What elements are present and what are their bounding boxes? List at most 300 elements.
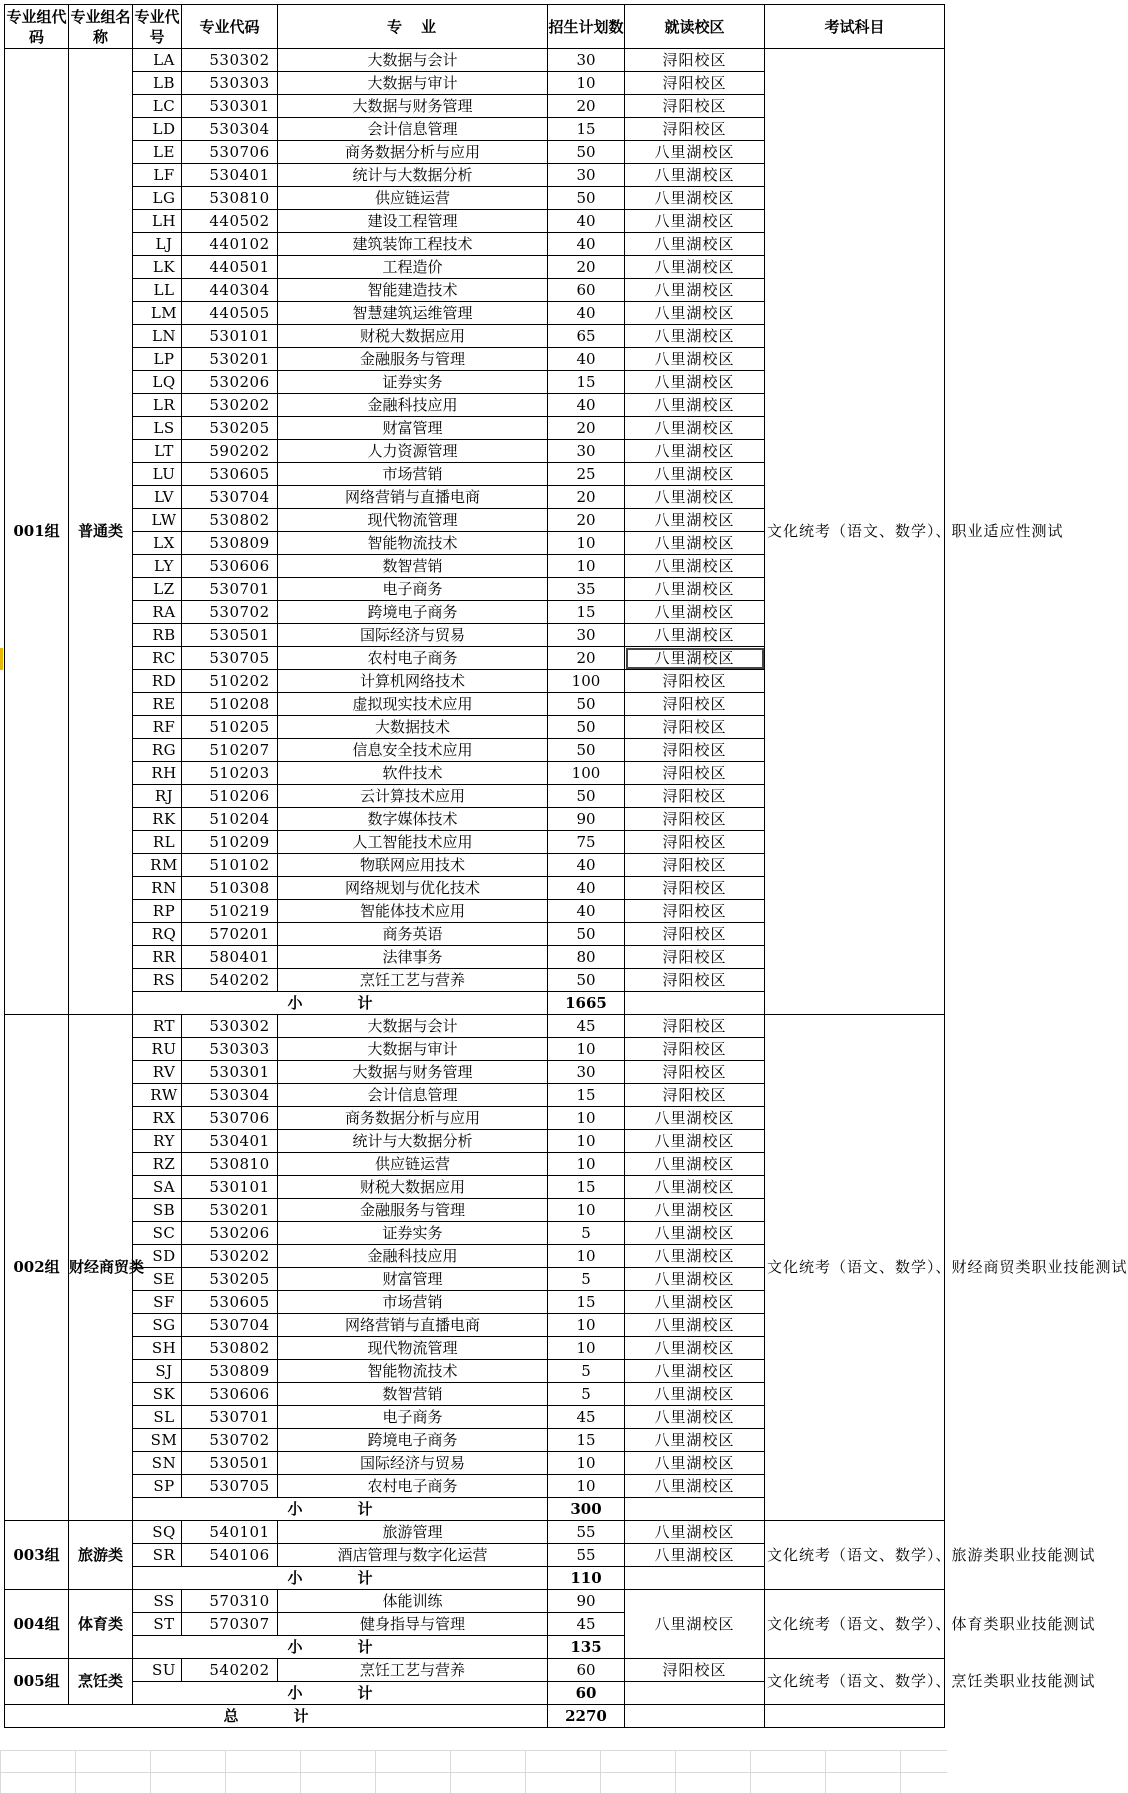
major-id-cell[interactable]: SP [133,1475,182,1498]
major-name-cell[interactable]: 农村电子商务 [278,1475,548,1498]
major-id-cell[interactable]: RM [133,854,182,877]
campus-cell[interactable]: 八里湖校区 [625,1429,765,1452]
header-major-code-short[interactable]: 专业代号 [133,5,182,49]
plan-cell[interactable]: 40 [548,394,625,417]
major-code-cell[interactable]: 510204 [182,808,278,831]
major-code-cell[interactable]: 530303 [182,72,278,95]
major-name-cell[interactable]: 金融服务与管理 [278,348,548,371]
major-name-cell[interactable]: 商务英语 [278,923,548,946]
group-code-cell[interactable]: 001组 [5,49,69,1015]
campus-cell[interactable]: 八里湖校区 [625,1245,765,1268]
major-id-cell[interactable]: RE [133,693,182,716]
plan-cell[interactable]: 15 [548,1176,625,1199]
major-id-cell[interactable]: SD [133,1245,182,1268]
major-id-cell[interactable]: RL [133,831,182,854]
subtotal-campus-empty[interactable] [625,1498,765,1521]
campus-cell[interactable]: 浔阳校区 [625,854,765,877]
major-name-cell[interactable]: 大数据技术 [278,716,548,739]
major-id-cell[interactable]: RC [133,647,182,670]
plan-cell[interactable]: 20 [548,256,625,279]
plan-cell[interactable]: 75 [548,831,625,854]
campus-cell[interactable]: 八里湖校区 [625,417,765,440]
major-code-cell[interactable]: 510102 [182,854,278,877]
major-name-cell[interactable]: 电子商务 [278,1406,548,1429]
campus-cell[interactable]: 八里湖校区 [625,1544,765,1567]
major-code-cell[interactable]: 530802 [182,1337,278,1360]
major-code-cell[interactable]: 540101 [182,1521,278,1544]
major-name-cell[interactable]: 农村电子商务 [278,647,548,670]
plan-cell[interactable]: 60 [548,279,625,302]
major-name-cell[interactable]: 建筑装饰工程技术 [278,233,548,256]
subtotal-label[interactable]: 小 计 [133,1636,548,1659]
major-id-cell[interactable]: SQ [133,1521,182,1544]
major-code-cell[interactable]: 510203 [182,762,278,785]
campus-cell[interactable]: 浔阳校区 [625,1015,765,1038]
plan-cell[interactable]: 10 [548,555,625,578]
major-name-cell[interactable]: 财富管理 [278,417,548,440]
campus-cell[interactable]: 八里湖校区 [625,279,765,302]
major-code-cell[interactable]: 570310 [182,1590,278,1613]
campus-cell[interactable]: 八里湖校区 [625,440,765,463]
campus-cell[interactable]: 八里湖校区 [625,141,765,164]
major-id-cell[interactable]: RK [133,808,182,831]
plan-cell[interactable]: 10 [548,1130,625,1153]
campus-cell[interactable]: 八里湖校区 [625,647,765,670]
plan-cell[interactable]: 55 [548,1544,625,1567]
major-code-cell[interactable]: 530304 [182,1084,278,1107]
major-code-cell[interactable]: 530301 [182,1061,278,1084]
major-code-cell[interactable]: 440102 [182,233,278,256]
campus-cell[interactable]: 浔阳校区 [625,877,765,900]
campus-cell[interactable]: 八里湖校区 [625,486,765,509]
major-code-cell[interactable]: 530202 [182,394,278,417]
major-name-cell[interactable]: 财税大数据应用 [278,1176,548,1199]
major-name-cell[interactable]: 网络规划与优化技术 [278,877,548,900]
campus-cell[interactable]: 八里湖校区 [625,256,765,279]
major-name-cell[interactable]: 市场营销 [278,1291,548,1314]
major-id-cell[interactable]: LG [133,187,182,210]
plan-cell[interactable]: 40 [548,900,625,923]
major-name-cell[interactable]: 智能物流技术 [278,1360,548,1383]
major-code-cell[interactable]: 440304 [182,279,278,302]
major-name-cell[interactable]: 数智营销 [278,555,548,578]
plan-cell[interactable]: 10 [548,72,625,95]
campus-cell[interactable]: 八里湖校区 [625,1314,765,1337]
major-code-cell[interactable]: 530302 [182,49,278,72]
plan-cell[interactable]: 5 [548,1268,625,1291]
major-code-cell[interactable]: 530401 [182,164,278,187]
campus-cell[interactable]: 浔阳校区 [625,72,765,95]
major-code-cell[interactable]: 440502 [182,210,278,233]
major-id-cell[interactable]: SM [133,1429,182,1452]
major-name-cell[interactable]: 商务数据分析与应用 [278,1107,548,1130]
plan-cell[interactable]: 50 [548,716,625,739]
major-id-cell[interactable]: RU [133,1038,182,1061]
campus-cell[interactable]: 八里湖校区 [625,1130,765,1153]
major-name-cell[interactable]: 证券实务 [278,1222,548,1245]
major-name-cell[interactable]: 计算机网络技术 [278,670,548,693]
major-code-cell[interactable]: 570307 [182,1613,278,1636]
campus-cell[interactable]: 八里湖校区 [625,1452,765,1475]
major-code-cell[interactable]: 510208 [182,693,278,716]
major-name-cell[interactable]: 金融科技应用 [278,394,548,417]
major-id-cell[interactable]: LJ [133,233,182,256]
major-id-cell[interactable]: LX [133,532,182,555]
major-name-cell[interactable]: 市场营销 [278,463,548,486]
major-code-cell[interactable]: 530802 [182,509,278,532]
major-name-cell[interactable]: 烹饪工艺与营养 [278,1659,548,1682]
campus-cell[interactable]: 八里湖校区 [625,1222,765,1245]
campus-cell[interactable]: 浔阳校区 [625,1061,765,1084]
major-name-cell[interactable]: 虚拟现实技术应用 [278,693,548,716]
major-id-cell[interactable]: SB [133,1199,182,1222]
campus-cell[interactable]: 八里湖校区 [625,1107,765,1130]
subtotal-campus-empty[interactable] [625,992,765,1015]
major-code-cell[interactable]: 510207 [182,739,278,762]
major-id-cell[interactable]: SE [133,1268,182,1291]
plan-cell[interactable]: 10 [548,1245,625,1268]
plan-cell[interactable]: 30 [548,164,625,187]
plan-cell[interactable]: 30 [548,624,625,647]
subtotal-value[interactable]: 1665 [548,992,625,1015]
major-id-cell[interactable]: RP [133,900,182,923]
subtotal-value[interactable]: 300 [548,1498,625,1521]
major-code-cell[interactable]: 530301 [182,95,278,118]
plan-cell[interactable]: 100 [548,762,625,785]
major-code-cell[interactable]: 530205 [182,417,278,440]
major-code-cell[interactable]: 510308 [182,877,278,900]
group-code-cell[interactable]: 004组 [5,1590,69,1659]
campus-cell[interactable]: 八里湖校区 [625,164,765,187]
plan-cell[interactable]: 40 [548,854,625,877]
major-code-cell[interactable]: 540106 [182,1544,278,1567]
subtotal-label[interactable]: 小 计 [133,1567,548,1590]
subtotal-campus-empty[interactable] [625,1567,765,1590]
major-code-cell[interactable]: 530302 [182,1015,278,1038]
major-name-cell[interactable]: 国际经济与贸易 [278,624,548,647]
major-code-cell[interactable]: 530206 [182,1222,278,1245]
plan-cell[interactable]: 90 [548,808,625,831]
major-id-cell[interactable]: LF [133,164,182,187]
plan-cell[interactable]: 30 [548,1061,625,1084]
major-id-cell[interactable]: SL [133,1406,182,1429]
campus-cell[interactable]: 八里湖校区 [625,601,765,624]
campus-cell[interactable]: 八里湖校区 [625,578,765,601]
major-name-cell[interactable]: 大数据与审计 [278,1038,548,1061]
major-id-cell[interactable]: SG [133,1314,182,1337]
major-id-cell[interactable]: LR [133,394,182,417]
major-code-cell[interactable]: 510202 [182,670,278,693]
major-id-cell[interactable]: LY [133,555,182,578]
major-id-cell[interactable]: RY [133,1130,182,1153]
major-code-cell[interactable]: 540202 [182,1659,278,1682]
major-name-cell[interactable]: 统计与大数据分析 [278,164,548,187]
campus-cell[interactable]: 八里湖校区 [625,1199,765,1222]
major-id-cell[interactable]: LW [133,509,182,532]
campus-cell[interactable]: 八里湖校区 [625,1268,765,1291]
major-name-cell[interactable]: 工程造价 [278,256,548,279]
major-name-cell[interactable]: 跨境电子商务 [278,601,548,624]
plan-cell[interactable]: 50 [548,969,625,992]
major-name-cell[interactable]: 大数据与会计 [278,49,548,72]
campus-cell[interactable]: 浔阳校区 [625,716,765,739]
major-id-cell[interactable]: SU [133,1659,182,1682]
major-code-cell[interactable]: 590202 [182,440,278,463]
header-exam[interactable]: 考试科目 [765,5,945,49]
major-id-cell[interactable]: RT [133,1015,182,1038]
plan-cell[interactable]: 10 [548,1452,625,1475]
major-name-cell[interactable]: 网络营销与直播电商 [278,486,548,509]
header-major[interactable]: 专 业 [278,5,548,49]
major-id-cell[interactable]: SA [133,1176,182,1199]
campus-cell[interactable]: 浔阳校区 [625,808,765,831]
plan-cell[interactable]: 30 [548,440,625,463]
group-name-cell[interactable]: 烹饪类 [69,1659,133,1705]
campus-cell[interactable]: 浔阳校区 [625,900,765,923]
campus-cell[interactable]: 浔阳校区 [625,118,765,141]
exam-subjects-cell[interactable]: 文化统考（语文、数学）、旅游类职业技能测试 [765,1521,945,1590]
subtotal-campus-empty[interactable] [625,1682,765,1705]
campus-cell[interactable]: 浔阳校区 [625,739,765,762]
major-name-cell[interactable]: 供应链运营 [278,187,548,210]
major-code-cell[interactable]: 530605 [182,1291,278,1314]
plan-cell[interactable]: 10 [548,1199,625,1222]
campus-cell[interactable]: 八里湖校区 [625,348,765,371]
campus-cell[interactable]: 八里湖校区 [625,532,765,555]
plan-cell[interactable]: 20 [548,486,625,509]
plan-cell[interactable]: 15 [548,118,625,141]
subtotal-label[interactable]: 小 计 [133,1682,548,1705]
major-id-cell[interactable]: SN [133,1452,182,1475]
group-code-cell[interactable]: 005组 [5,1659,69,1705]
major-name-cell[interactable]: 大数据与财务管理 [278,95,548,118]
campus-cell[interactable]: 浔阳校区 [625,923,765,946]
group-name-cell[interactable]: 体育类 [69,1590,133,1659]
plan-cell[interactable]: 55 [548,1521,625,1544]
major-code-cell[interactable]: 530705 [182,1475,278,1498]
major-code-cell[interactable]: 530705 [182,647,278,670]
plan-cell[interactable]: 60 [548,1659,625,1682]
major-id-cell[interactable]: RX [133,1107,182,1130]
plan-cell[interactable]: 10 [548,1107,625,1130]
total-exam-empty[interactable] [765,1705,945,1728]
header-major-code[interactable]: 专业代码 [182,5,278,49]
major-name-cell[interactable]: 财富管理 [278,1268,548,1291]
plan-cell[interactable]: 10 [548,1314,625,1337]
major-name-cell[interactable]: 人力资源管理 [278,440,548,463]
major-id-cell[interactable]: LN [133,325,182,348]
plan-cell[interactable]: 25 [548,463,625,486]
major-code-cell[interactable]: 530702 [182,1429,278,1452]
major-code-cell[interactable]: 440501 [182,256,278,279]
major-code-cell[interactable]: 530810 [182,187,278,210]
major-name-cell[interactable]: 数字媒体技术 [278,808,548,831]
plan-cell[interactable]: 35 [548,578,625,601]
major-id-cell[interactable]: RJ [133,785,182,808]
major-id-cell[interactable]: SF [133,1291,182,1314]
campus-cell[interactable]: 浔阳校区 [625,1084,765,1107]
major-name-cell[interactable]: 国际经济与贸易 [278,1452,548,1475]
campus-cell[interactable]: 八里湖校区 [625,509,765,532]
campus-cell[interactable]: 浔阳校区 [625,49,765,72]
major-name-cell[interactable]: 建设工程管理 [278,210,548,233]
plan-cell[interactable]: 45 [548,1015,625,1038]
major-id-cell[interactable]: LZ [133,578,182,601]
major-name-cell[interactable]: 法律事务 [278,946,548,969]
major-code-cell[interactable]: 530304 [182,118,278,141]
major-name-cell[interactable]: 智能物流技术 [278,532,548,555]
exam-subjects-cell[interactable]: 文化统考（语文、数学）、职业适应性测试 [765,49,945,1015]
major-id-cell[interactable]: LU [133,463,182,486]
campus-cell[interactable]: 八里湖校区 [625,463,765,486]
major-code-cell[interactable]: 530201 [182,348,278,371]
major-name-cell[interactable]: 软件技术 [278,762,548,785]
major-code-cell[interactable]: 530701 [182,1406,278,1429]
header-plan[interactable]: 招生计划数 [548,5,625,49]
campus-cell[interactable]: 八里湖校区 [625,1406,765,1429]
campus-cell[interactable]: 浔阳校区 [625,95,765,118]
exam-subjects-cell[interactable]: 文化统考（语文、数学）、体育类职业技能测试 [765,1590,945,1659]
campus-cell[interactable]: 八里湖校区 [625,325,765,348]
plan-cell[interactable]: 40 [548,233,625,256]
major-name-cell[interactable]: 智慧建筑运维管理 [278,302,548,325]
campus-cell[interactable]: 浔阳校区 [625,969,765,992]
major-id-cell[interactable]: SS [133,1590,182,1613]
plan-cell[interactable]: 15 [548,371,625,394]
group-code-cell[interactable]: 002组 [5,1015,69,1521]
major-id-cell[interactable]: SR [133,1544,182,1567]
header-group-name[interactable]: 专业组名称 [69,5,133,49]
major-id-cell[interactable]: RD [133,670,182,693]
major-id-cell[interactable]: RN [133,877,182,900]
plan-cell[interactable]: 10 [548,1153,625,1176]
plan-cell[interactable]: 40 [548,877,625,900]
header-campus[interactable]: 就读校区 [625,5,765,49]
plan-cell[interactable]: 10 [548,1475,625,1498]
plan-cell[interactable]: 50 [548,693,625,716]
major-code-cell[interactable]: 580401 [182,946,278,969]
exam-subjects-cell[interactable]: 文化统考（语文、数学）、财经商贸类职业技能测试 [765,1015,945,1521]
major-id-cell[interactable]: RQ [133,923,182,946]
major-id-cell[interactable]: RZ [133,1153,182,1176]
major-code-cell[interactable]: 530706 [182,141,278,164]
plan-cell[interactable]: 15 [548,1429,625,1452]
major-name-cell[interactable]: 大数据与财务管理 [278,1061,548,1084]
major-name-cell[interactable]: 大数据与审计 [278,72,548,95]
campus-cell[interactable]: 浔阳校区 [625,693,765,716]
major-code-cell[interactable]: 510219 [182,900,278,923]
major-id-cell[interactable]: RG [133,739,182,762]
major-code-cell[interactable]: 530101 [182,325,278,348]
campus-cell[interactable]: 八里湖校区 [625,1176,765,1199]
major-code-cell[interactable]: 440505 [182,302,278,325]
major-id-cell[interactable]: LB [133,72,182,95]
major-name-cell[interactable]: 现代物流管理 [278,509,548,532]
campus-cell[interactable]: 八里湖校区 [625,555,765,578]
major-name-cell[interactable]: 大数据与会计 [278,1015,548,1038]
major-name-cell[interactable]: 人工智能技术应用 [278,831,548,854]
group-code-cell[interactable]: 003组 [5,1521,69,1590]
major-id-cell[interactable]: RR [133,946,182,969]
major-name-cell[interactable]: 统计与大数据分析 [278,1130,548,1153]
campus-cell[interactable]: 八里湖校区 [625,371,765,394]
major-id-cell[interactable]: LE [133,141,182,164]
major-id-cell[interactable]: RW [133,1084,182,1107]
major-name-cell[interactable]: 智能体技术应用 [278,900,548,923]
major-name-cell[interactable]: 物联网应用技术 [278,854,548,877]
plan-cell[interactable]: 10 [548,1038,625,1061]
major-code-cell[interactable]: 530706 [182,1107,278,1130]
plan-cell[interactable]: 20 [548,417,625,440]
campus-cell[interactable]: 八里湖校区 [625,302,765,325]
subtotal-label[interactable]: 小 计 [133,1498,548,1521]
major-code-cell[interactable]: 530701 [182,578,278,601]
major-id-cell[interactable]: LP [133,348,182,371]
plan-cell[interactable]: 20 [548,509,625,532]
campus-cell[interactable]: 八里湖校区 [625,210,765,233]
campus-cell[interactable]: 浔阳校区 [625,831,765,854]
total-value[interactable]: 2270 [548,1705,625,1728]
plan-cell[interactable]: 15 [548,1291,625,1314]
major-id-cell[interactable]: LH [133,210,182,233]
major-id-cell[interactable]: RH [133,762,182,785]
plan-cell[interactable]: 15 [548,601,625,624]
major-id-cell[interactable]: LT [133,440,182,463]
group-name-cell[interactable]: 财经商贸类 [69,1015,133,1521]
major-code-cell[interactable]: 530101 [182,1176,278,1199]
major-code-cell[interactable]: 530606 [182,1383,278,1406]
major-id-cell[interactable]: LK [133,256,182,279]
campus-cell[interactable]: 浔阳校区 [625,762,765,785]
campus-cell[interactable]: 八里湖校区 [625,233,765,256]
plan-cell[interactable]: 100 [548,670,625,693]
major-code-cell[interactable]: 530606 [182,555,278,578]
major-id-cell[interactable]: ST [133,1613,182,1636]
major-code-cell[interactable]: 510205 [182,716,278,739]
major-code-cell[interactable]: 510206 [182,785,278,808]
major-id-cell[interactable]: RV [133,1061,182,1084]
campus-cell[interactable]: 八里湖校区 [625,1521,765,1544]
campus-cell[interactable]: 浔阳校区 [625,946,765,969]
plan-cell[interactable]: 45 [548,1613,625,1636]
major-id-cell[interactable]: SH [133,1337,182,1360]
major-name-cell[interactable]: 跨境电子商务 [278,1429,548,1452]
major-name-cell[interactable]: 体能训练 [278,1590,548,1613]
major-code-cell[interactable]: 530205 [182,1268,278,1291]
major-name-cell[interactable]: 网络营销与直播电商 [278,1314,548,1337]
major-code-cell[interactable]: 530810 [182,1153,278,1176]
plan-cell[interactable]: 50 [548,739,625,762]
campus-cell[interactable]: 八里湖校区 [625,1590,765,1659]
major-code-cell[interactable]: 530303 [182,1038,278,1061]
campus-cell[interactable]: 八里湖校区 [625,624,765,647]
plan-cell[interactable]: 50 [548,785,625,808]
subtotal-value[interactable]: 135 [548,1636,625,1659]
header-group-code[interactable]: 专业组代码 [5,5,69,49]
major-name-cell[interactable]: 会计信息管理 [278,1084,548,1107]
major-name-cell[interactable]: 证券实务 [278,371,548,394]
plan-cell[interactable]: 50 [548,923,625,946]
campus-cell[interactable]: 八里湖校区 [625,1383,765,1406]
plan-cell[interactable]: 15 [548,1084,625,1107]
campus-cell[interactable]: 八里湖校区 [625,1360,765,1383]
subtotal-label[interactable]: 小 计 [133,992,548,1015]
major-id-cell[interactable]: RF [133,716,182,739]
plan-cell[interactable]: 10 [548,1337,625,1360]
campus-cell[interactable]: 八里湖校区 [625,1475,765,1498]
major-code-cell[interactable]: 530501 [182,1452,278,1475]
major-code-cell[interactable]: 530206 [182,371,278,394]
